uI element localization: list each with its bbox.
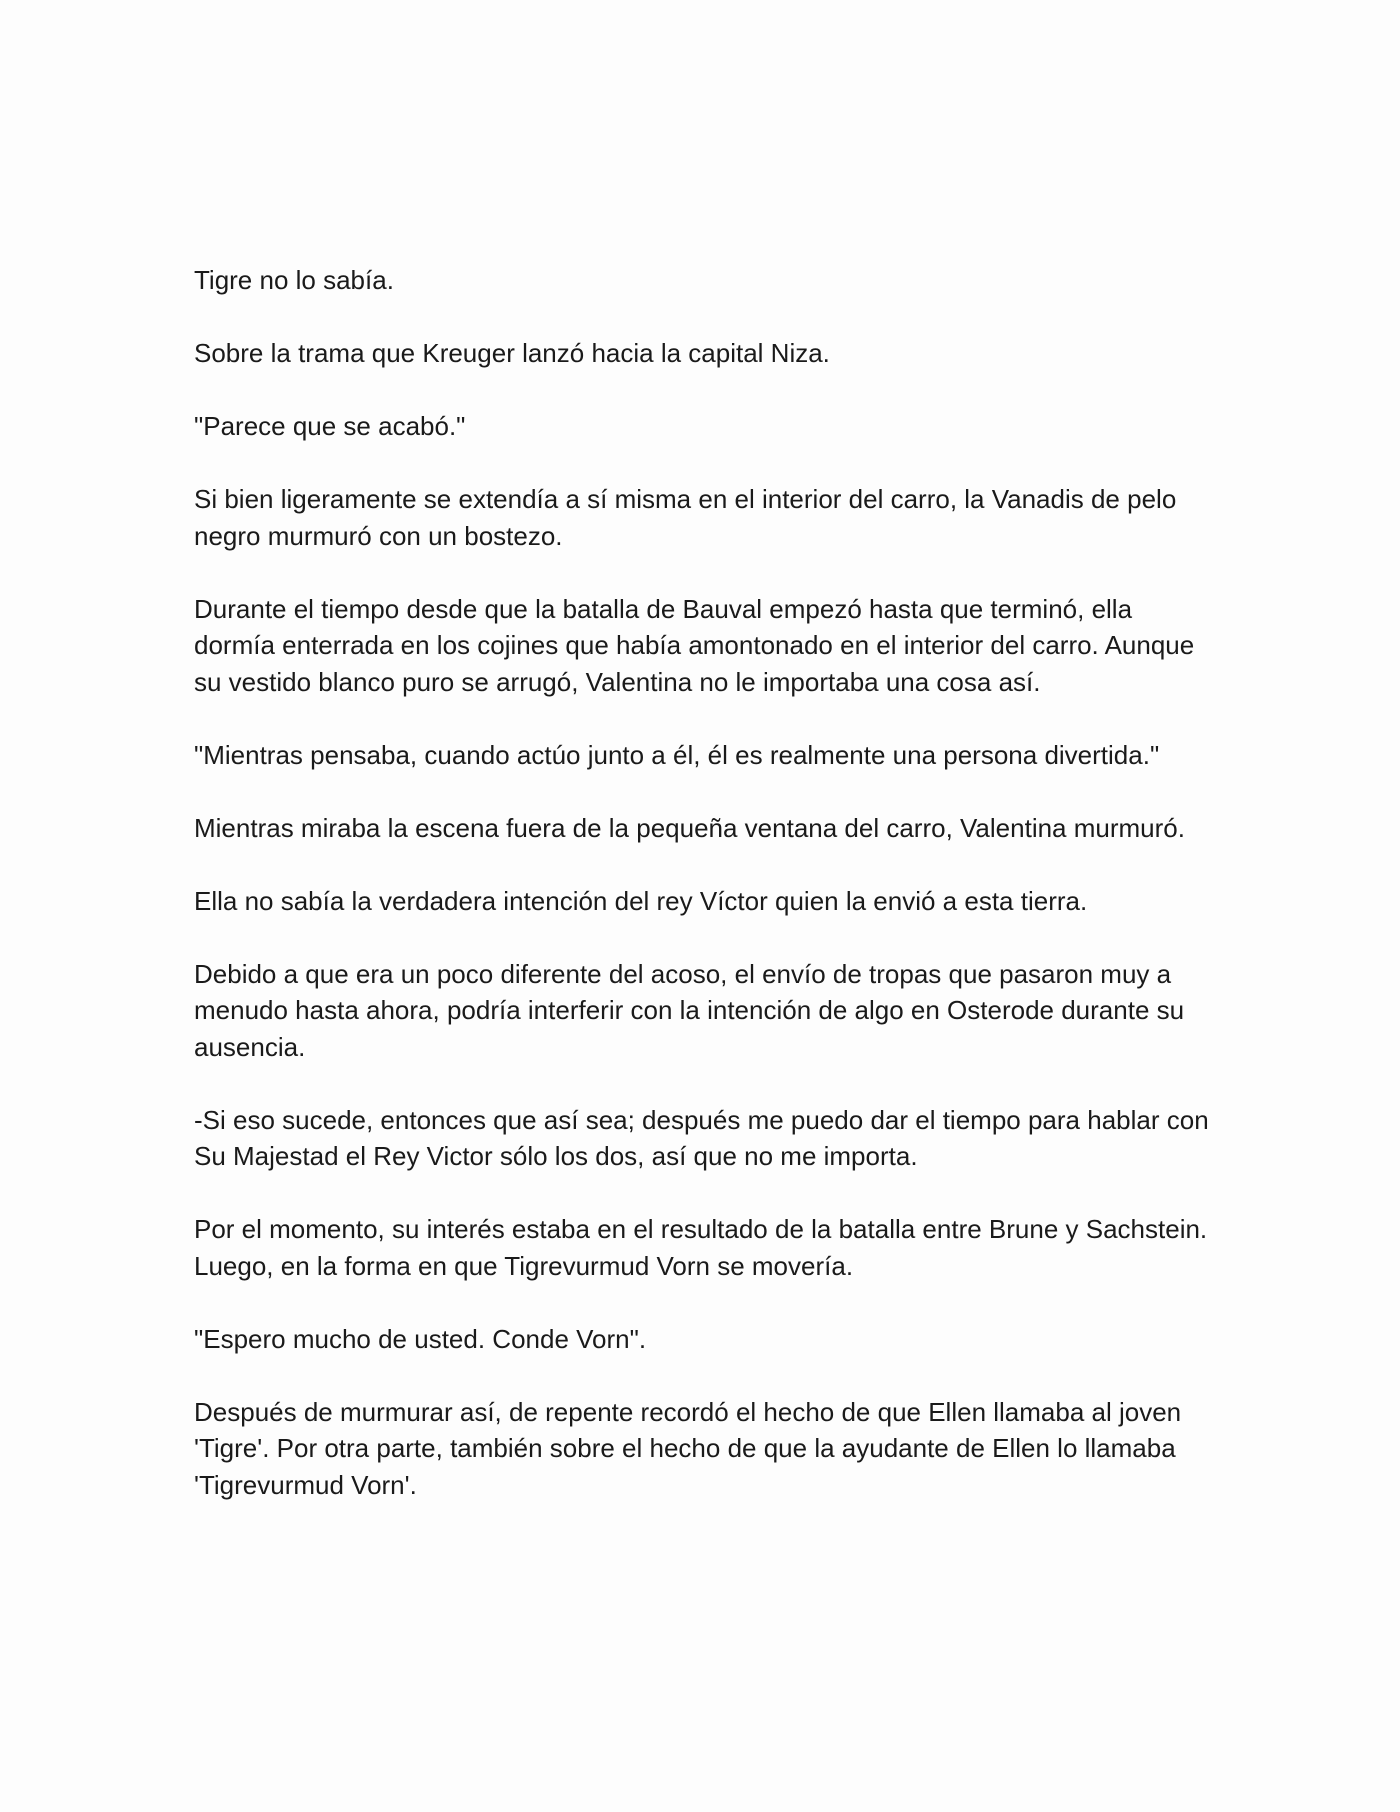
paragraph: Mientras miraba la escena fuera de la pequeña ventana del carro, Valentina murmuró. — [194, 812, 1185, 843]
paragraph: "Parece que se acabó." — [194, 411, 466, 441]
paragraph: "Espero mucho de usted. Conde Vorn". — [194, 1323, 647, 1354]
paragraph: Si bien ligeramente se extendía a sí misma en el interior del carro, la Vanadis de pelo negro murmuró con un bostezo. — [194, 484, 1177, 551]
paragraph: -Si eso sucede, entonces que así sea; después me puedo dar el tiempo para hablar con Su Majestad el Rey Victor sólo los dos, así que no me importa. — [194, 1104, 1209, 1171]
paragraph: Por el momento, su interés estaba en el resultado de la batalla entre Brune y Sachstein. Luego, en la forma en que Tigrevurmud Vorn se movería. — [194, 1214, 1208, 1281]
paragraph: Sobre la trama que Kreuger lanzó hacia la capital Niza. — [194, 338, 830, 368]
paragraph: Después de murmurar así, de repente recordó el hecho de que Ellen llamaba al joven 'Tigre'. Por otra parte, también sobre el hecho de que la ayudante de Ellen lo llamaba 'Tigrevurmud Vorn'. — [194, 1396, 1182, 1500]
document-body — [194, 262, 1214, 1503]
paragraph: Durante el tiempo desde que la batalla de Bauval empezó hasta que terminó, ella dormía enterrada en los cojines que había amontonado en el interior del carro. Aunque su vestido blanco puro se arrugó, Valentina no le importaba una cosa así. — [194, 593, 1195, 697]
paragraph: Ella no sabía la verdadera intención del rey Víctor quien la envió a esta tierra. — [194, 885, 1088, 916]
paragraph: Tigre no lo sabía. — [194, 265, 394, 295]
paragraph: "Mientras pensaba, cuando actúo junto a él, él es realmente una persona divertida." — [194, 739, 1160, 770]
paragraph: Debido a que era un poco diferente del acoso, el envío de tropas que pasaron muy a menudo hasta ahora, podría interferir con la intención de algo en Osterode durante su ausencia. — [194, 958, 1185, 1062]
